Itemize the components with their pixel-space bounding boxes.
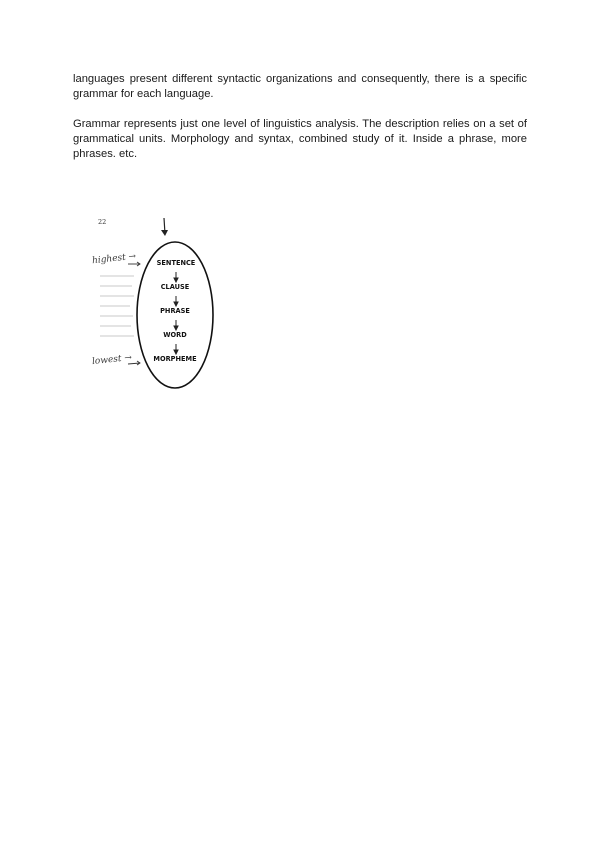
label-highest: highest → <box>91 251 137 267</box>
label-lowest: lowest → <box>91 352 133 368</box>
grammatical-units-hierarchy-figure <box>86 212 228 390</box>
paragraph-2: Grammar represents just one level of linguistics analysis. The description relies on a set of grammatical units. Morphology and syntax, combined study of it. Inside a phrase, more phrases. etc. <box>73 118 527 161</box>
paragraph-1: languages present different syntactic organizations and consequently, there is a specific grammar for each language. <box>73 73 527 101</box>
entry-arrow <box>161 218 168 236</box>
unit-phrase: PHRASE <box>160 307 190 315</box>
unit-clause: CLAUSE <box>160 283 190 291</box>
scan-ghost-lines <box>100 276 134 336</box>
page-number: 22 <box>98 218 107 226</box>
unit-word: WORD <box>163 331 187 339</box>
unit-morpheme: MORPHEME <box>153 355 197 363</box>
unit-sentence: SENTENCE <box>156 259 196 267</box>
